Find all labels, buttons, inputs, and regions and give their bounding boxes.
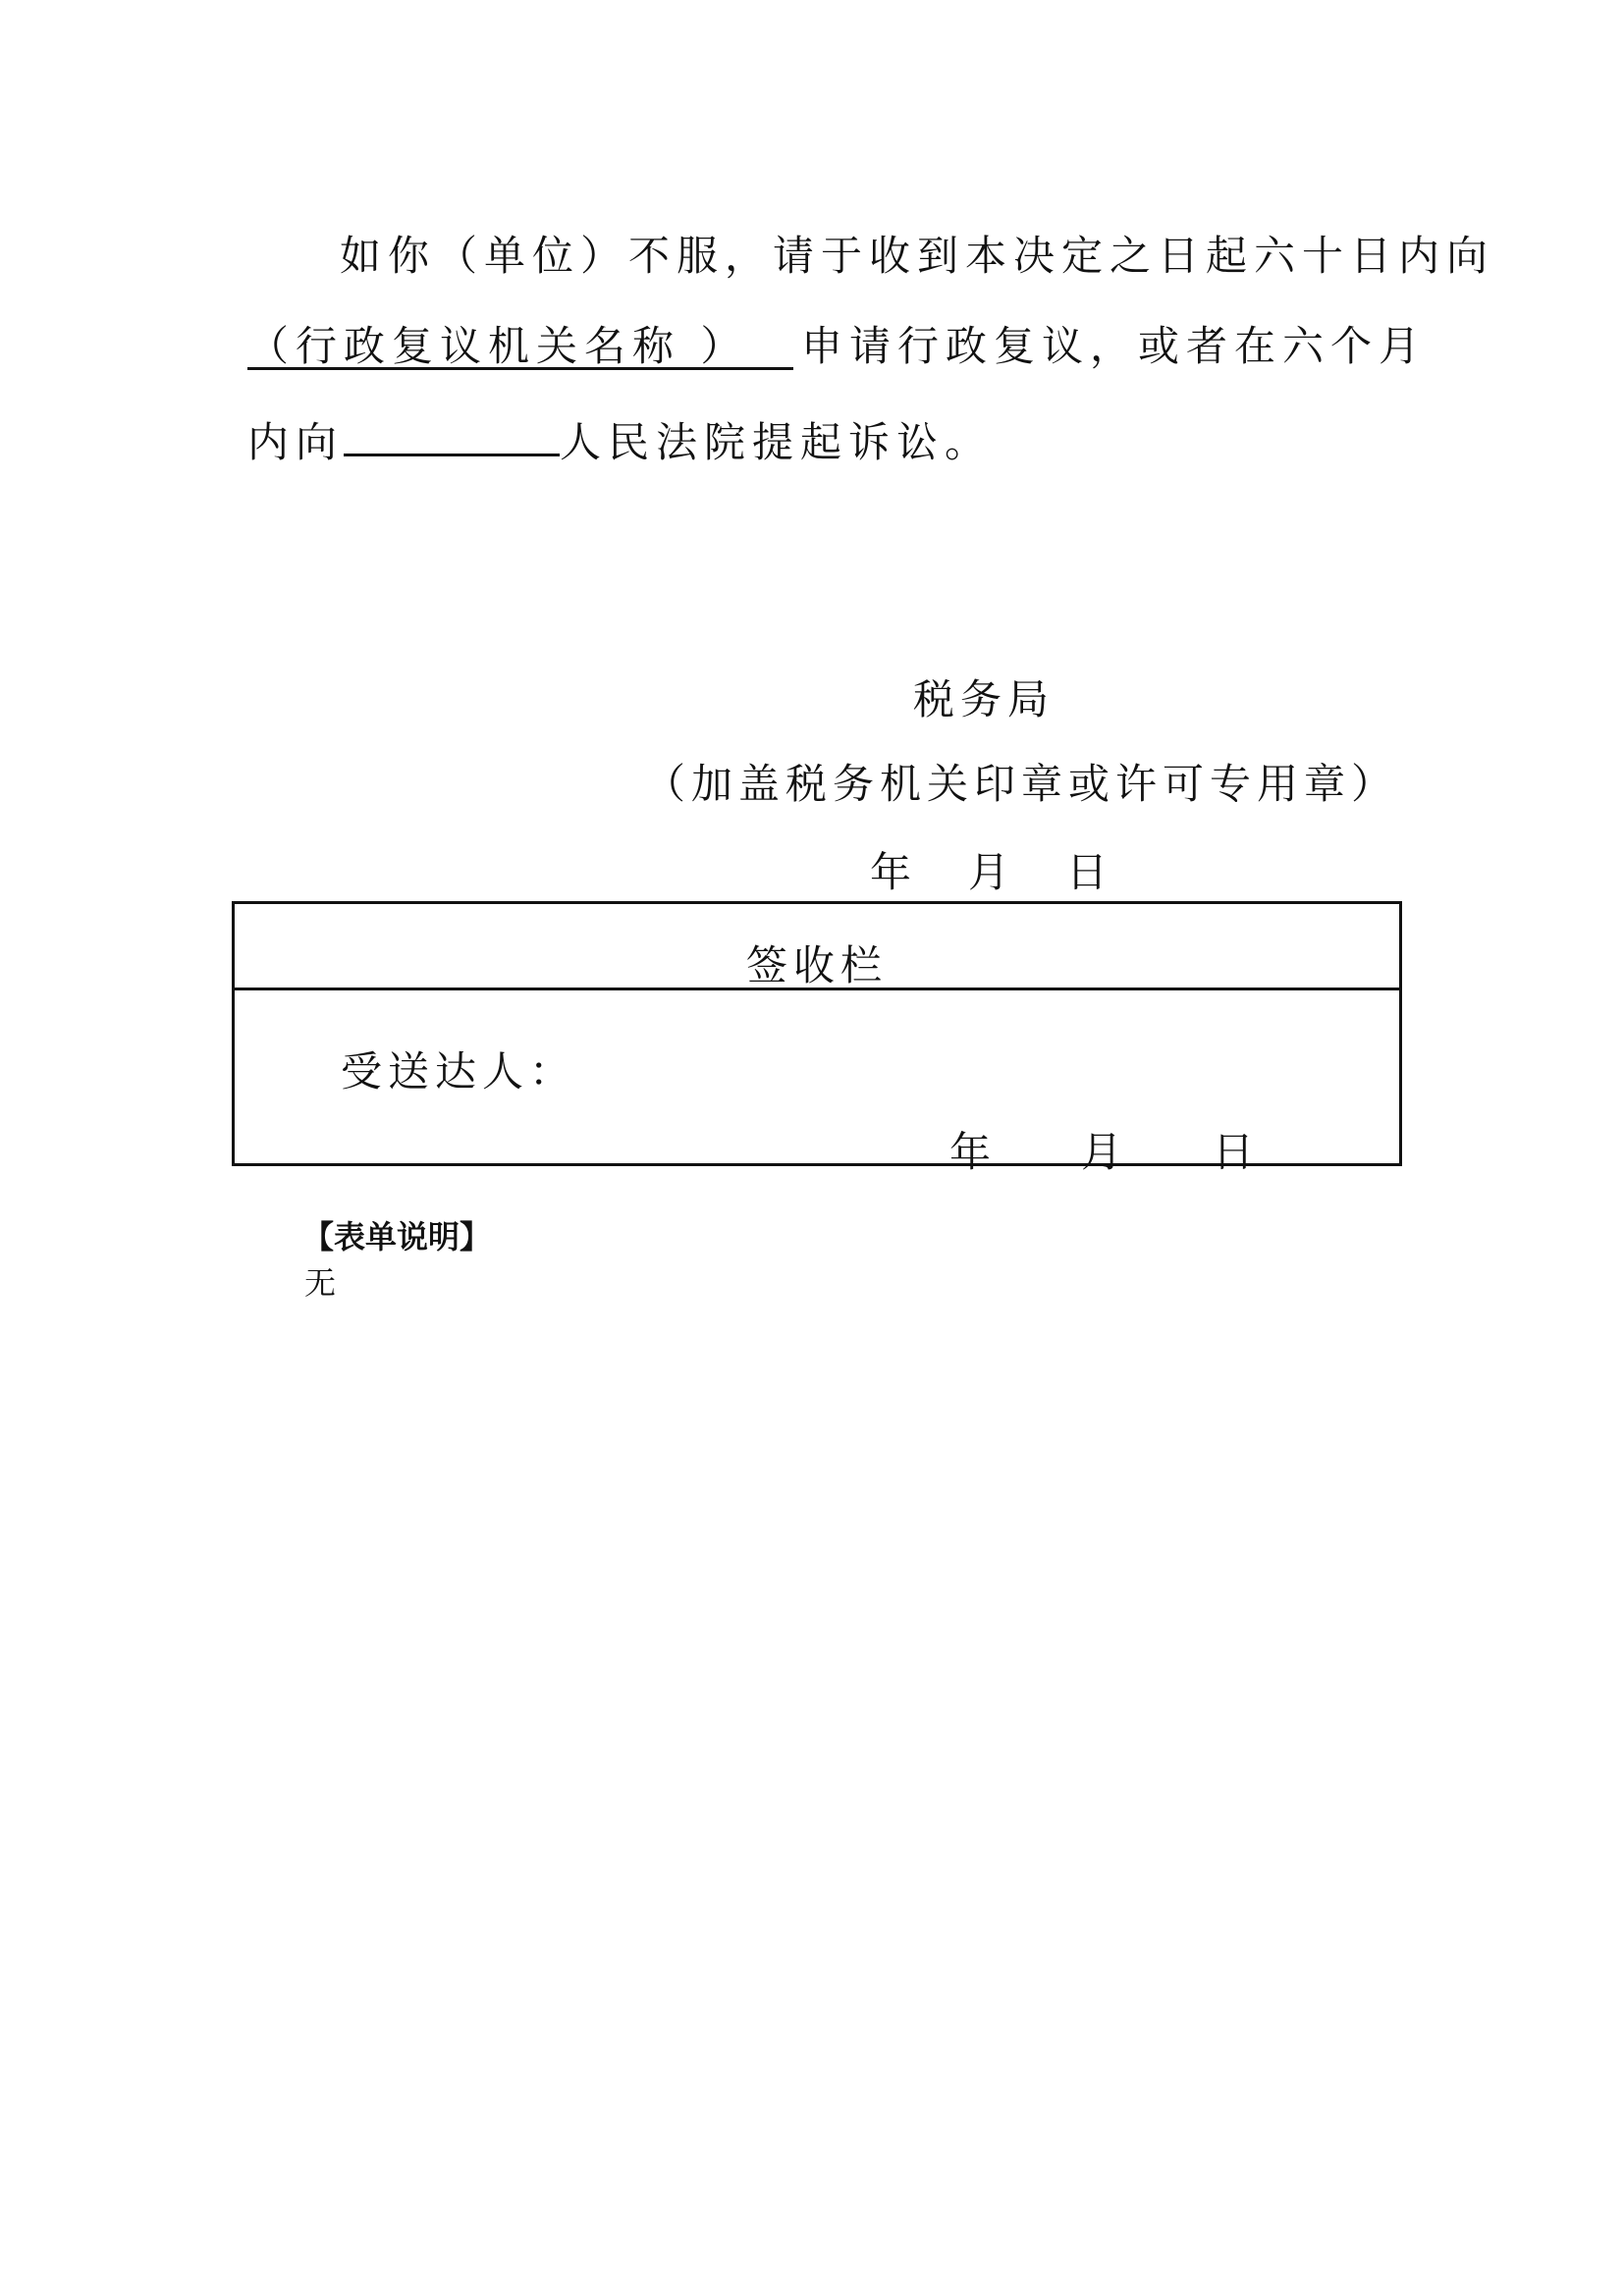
seal-note (644, 760, 1399, 808)
review-authority-blank (247, 322, 793, 370)
issue-date-year: 年 (870, 848, 918, 896)
paragraph-line-1 (340, 232, 1495, 280)
issue-date-day: 日 (1066, 848, 1114, 896)
receipt-table (232, 901, 1402, 1176)
issue-date-month: 月 (968, 848, 1016, 896)
recipient-label: 受送达人： (341, 1047, 577, 1095)
issuing-authority-text: 税务局 (913, 675, 1056, 723)
receipt-date-month: 月 (1081, 1128, 1123, 1176)
paragraph-line-3-text: 人民法院提起诉讼。 (560, 418, 994, 466)
receipt-date-year: 年 (949, 1128, 992, 1176)
receipt-date-day: 日 (1213, 1128, 1255, 1176)
receipt-header (235, 904, 1399, 990)
seal-note-text: （加盖税务机关印章或许可专用章） (644, 760, 1399, 808)
paragraph-line-2-text: 申请行政复议，或者在六个月 (801, 322, 1428, 370)
paragraph-line-3-start: 内向 (247, 418, 345, 466)
form-notes-title: 【表单说明】 (302, 1218, 492, 1255)
form-notes-body: 无 (304, 1264, 337, 1302)
review-authority-placeholder: （行政复议机关名称 ） (247, 322, 749, 370)
receipt-header-text: 签收栏 (745, 941, 888, 989)
court-name-blank (344, 416, 560, 456)
receipt-date (949, 1120, 1254, 1179)
issuing-authority (913, 675, 1056, 723)
issue-date (870, 848, 1114, 896)
paragraph-line-2 (247, 322, 1428, 370)
paragraph-line-1-text: 如你（单位）不服，请于收到本决定之日起六十日内向 (340, 232, 1495, 280)
paragraph-line-3 (247, 416, 994, 466)
